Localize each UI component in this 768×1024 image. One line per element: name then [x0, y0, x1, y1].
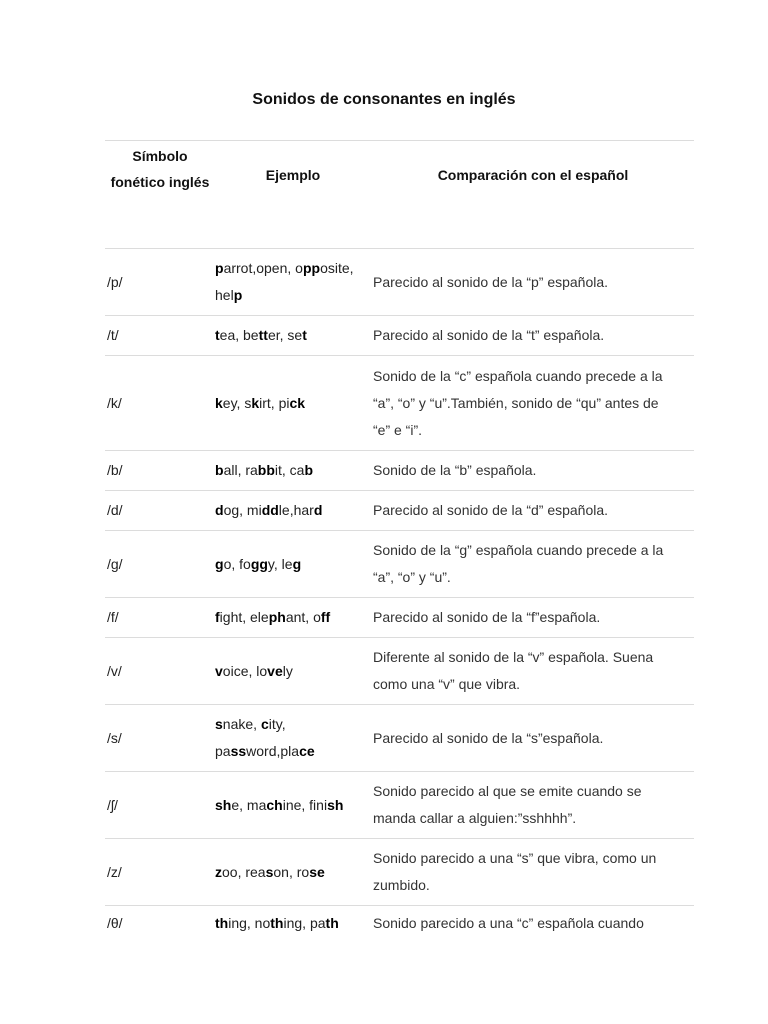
spanish-comparison [373, 491, 693, 530]
comparison-line: Sonido parecido a una “c” española cuando [373, 914, 644, 931]
header-symbol-line-2: fonético inglés [110, 174, 210, 190]
phonetic-symbol: /s/ [107, 729, 122, 746]
comparison-line: Parecido al sonido de la “d” española. [373, 502, 609, 518]
table-row [105, 839, 694, 905]
example-text: ine, fini [282, 796, 328, 813]
example-text: irt, pi [259, 394, 290, 411]
highlighted-letters: th [215, 914, 229, 931]
table-row [105, 772, 694, 838]
comparison-line: como una “v” que vibra. [373, 676, 521, 692]
spanish-comparison [373, 316, 693, 355]
highlighted-letters: ve [267, 662, 283, 679]
example-line [215, 711, 315, 738]
spanish-comparison [373, 705, 693, 771]
example-text: oo, rea [222, 863, 266, 880]
comparison-line: manda callar a alguien:”sshhhh”. [373, 810, 577, 826]
spanish-comparison [373, 451, 693, 490]
highlighted-letters: ff [320, 609, 331, 625]
highlighted-letters: d [215, 502, 224, 518]
spanish-comparison [373, 839, 693, 905]
phonetic-symbol: /g/ [107, 555, 123, 572]
phonetic-symbol: /θ/ [107, 914, 123, 931]
highlighted-letters: bb [257, 462, 275, 478]
example-line [215, 457, 313, 484]
example-line [215, 497, 322, 524]
table-row [105, 316, 694, 355]
example-words [215, 839, 373, 905]
highlighted-letters: ss [230, 743, 247, 759]
example-text: o, fo [223, 555, 251, 572]
phonetic-symbol: /v/ [107, 662, 122, 679]
header-example: Ejemplo [265, 167, 321, 183]
highlighted-letters: ck [289, 394, 306, 411]
example-line [215, 604, 330, 631]
comparison-line: Parecido al sonido de la “t” española. [373, 327, 605, 343]
spanish-comparison [373, 906, 693, 940]
example-line [215, 658, 293, 685]
example-text: arrot,open, o [223, 260, 303, 276]
highlighted-letters: t [302, 327, 307, 343]
phonetic-symbol: /b/ [107, 462, 123, 478]
spanish-comparison [373, 638, 693, 704]
example-line [215, 282, 354, 309]
comparison-line: “a”, “o” y “u”.También, sonido de “qu” antes de [373, 394, 659, 411]
example-text: ly [282, 662, 293, 679]
highlighted-letters: sh [327, 796, 344, 813]
highlighted-letters: b [304, 462, 314, 478]
example-text: y, le [267, 555, 293, 572]
example-text: it, ca [274, 462, 305, 478]
example-text: e, ma [231, 796, 267, 813]
example-text: le,har [278, 502, 314, 518]
example-text: er, se [267, 327, 303, 343]
example-words [215, 772, 373, 838]
header-symbol-line-1: Símbolo [132, 148, 188, 164]
highlighted-letters: s [265, 863, 274, 880]
highlighted-letters: p [215, 260, 224, 276]
phonetic-symbol: /ʃ/ [107, 796, 118, 813]
highlighted-letters: s [215, 716, 223, 732]
example-line [215, 910, 339, 937]
example-words [215, 316, 373, 355]
highlighted-letters: th [270, 914, 284, 931]
spanish-comparison [373, 249, 693, 315]
comparison-line: Parecido al sonido de la “f”española. [373, 609, 601, 625]
highlighted-letters: pp [302, 260, 321, 276]
highlighted-letters: g [292, 555, 302, 572]
highlighted-letters: gg [250, 555, 268, 572]
comparison-line: “a”, “o” y “u”. [373, 569, 451, 585]
example-text: on, ro [273, 863, 310, 880]
example-text: all, ra [223, 462, 258, 478]
example-text: ity, [268, 716, 286, 732]
spanish-comparison [373, 772, 693, 838]
header-comparison: Comparación con el español [437, 167, 629, 183]
example-text: hel [215, 287, 234, 303]
example-text: word,pla [246, 743, 300, 759]
example-line [215, 390, 305, 417]
example-words [215, 356, 373, 450]
highlighted-letters: th [325, 914, 339, 931]
highlighted-letters: ce [299, 743, 315, 759]
example-words [215, 705, 373, 771]
highlighted-letters: f [215, 609, 220, 625]
table-row [105, 705, 694, 771]
highlighted-letters: se [309, 863, 325, 880]
spanish-comparison [373, 531, 693, 597]
example-line [215, 255, 354, 282]
highlighted-letters: z [215, 863, 222, 880]
example-text: ight, ele [219, 609, 269, 625]
comparison-line: Sonido parecido a una “s” que vibra, como un [373, 850, 657, 866]
highlighted-letters: k [215, 394, 223, 411]
phonetic-symbol: /d/ [107, 502, 123, 518]
example-words [215, 906, 373, 940]
comparison-line: Parecido al sonido de la “s”española. [373, 729, 604, 746]
phonetic-symbol: /k/ [107, 394, 122, 411]
table-row [105, 598, 694, 637]
page-title: Sonidos de consonantes en inglés [252, 91, 516, 108]
example-words [215, 249, 373, 315]
comparison-line: “e” e “i”. [373, 421, 422, 438]
example-text: ea, be [219, 327, 259, 343]
example-line [215, 322, 307, 349]
example-text: oice, lo [222, 662, 268, 679]
highlighted-letters: ph [268, 609, 286, 625]
example-text: ing, pa [283, 914, 326, 931]
highlighted-letters: v [215, 662, 223, 679]
highlighted-letters: d [313, 502, 323, 518]
highlighted-letters: tt [258, 327, 268, 343]
example-words [215, 598, 373, 637]
highlighted-letters: t [215, 327, 220, 343]
example-text: pa [215, 743, 231, 759]
phonetic-symbol: /f/ [107, 609, 119, 625]
table-row [105, 249, 694, 315]
example-text: og, mi [223, 502, 262, 518]
example-line [215, 551, 301, 578]
example-text: ey, s [222, 394, 252, 411]
example-text: nake, [222, 716, 261, 732]
example-text: osite, [320, 260, 354, 276]
comparison-line: Sonido parecido al que se emite cuando se [373, 783, 642, 799]
highlighted-letters: b [215, 462, 224, 478]
example-line [215, 738, 315, 765]
table-row [105, 491, 694, 530]
spanish-comparison [373, 356, 693, 450]
table-row [105, 638, 694, 704]
comparison-line: zumbido. [373, 877, 430, 893]
highlighted-letters: g [215, 555, 224, 572]
comparison-line: Sonido de la “g” española cuando precede a la [373, 542, 664, 558]
phonetic-symbol: /z/ [107, 863, 122, 880]
comparison-line: Sonido de la “c” española cuando precede a la [373, 367, 663, 384]
header-symbol [105, 143, 215, 195]
example-words [215, 531, 373, 597]
example-line [215, 792, 343, 819]
highlighted-letters: ch [266, 796, 283, 813]
phonetic-symbol: /p/ [107, 273, 123, 290]
table-row [105, 906, 694, 940]
example-words [215, 451, 373, 490]
table-top-rule [105, 140, 694, 141]
highlighted-letters: p [233, 287, 243, 303]
example-text: ing, no [228, 914, 271, 931]
table-row [105, 531, 694, 597]
comparison-line: Parecido al sonido de la “p” española. [373, 273, 609, 290]
comparison-line: Sonido de la “b” española. [373, 462, 537, 478]
example-words [215, 638, 373, 704]
table-row [105, 451, 694, 490]
highlighted-letters: c [260, 716, 269, 732]
example-text: ant, o [285, 609, 321, 625]
table-row [105, 356, 694, 450]
phonetic-symbol: /t/ [107, 327, 119, 343]
spanish-comparison [373, 598, 693, 637]
highlighted-letters: k [251, 394, 260, 411]
example-line [215, 859, 325, 886]
example-words [215, 491, 373, 530]
highlighted-letters: dd [261, 502, 279, 518]
comparison-line: Diferente al sonido de la “v” española. Suena [373, 649, 654, 665]
highlighted-letters: sh [215, 796, 232, 813]
